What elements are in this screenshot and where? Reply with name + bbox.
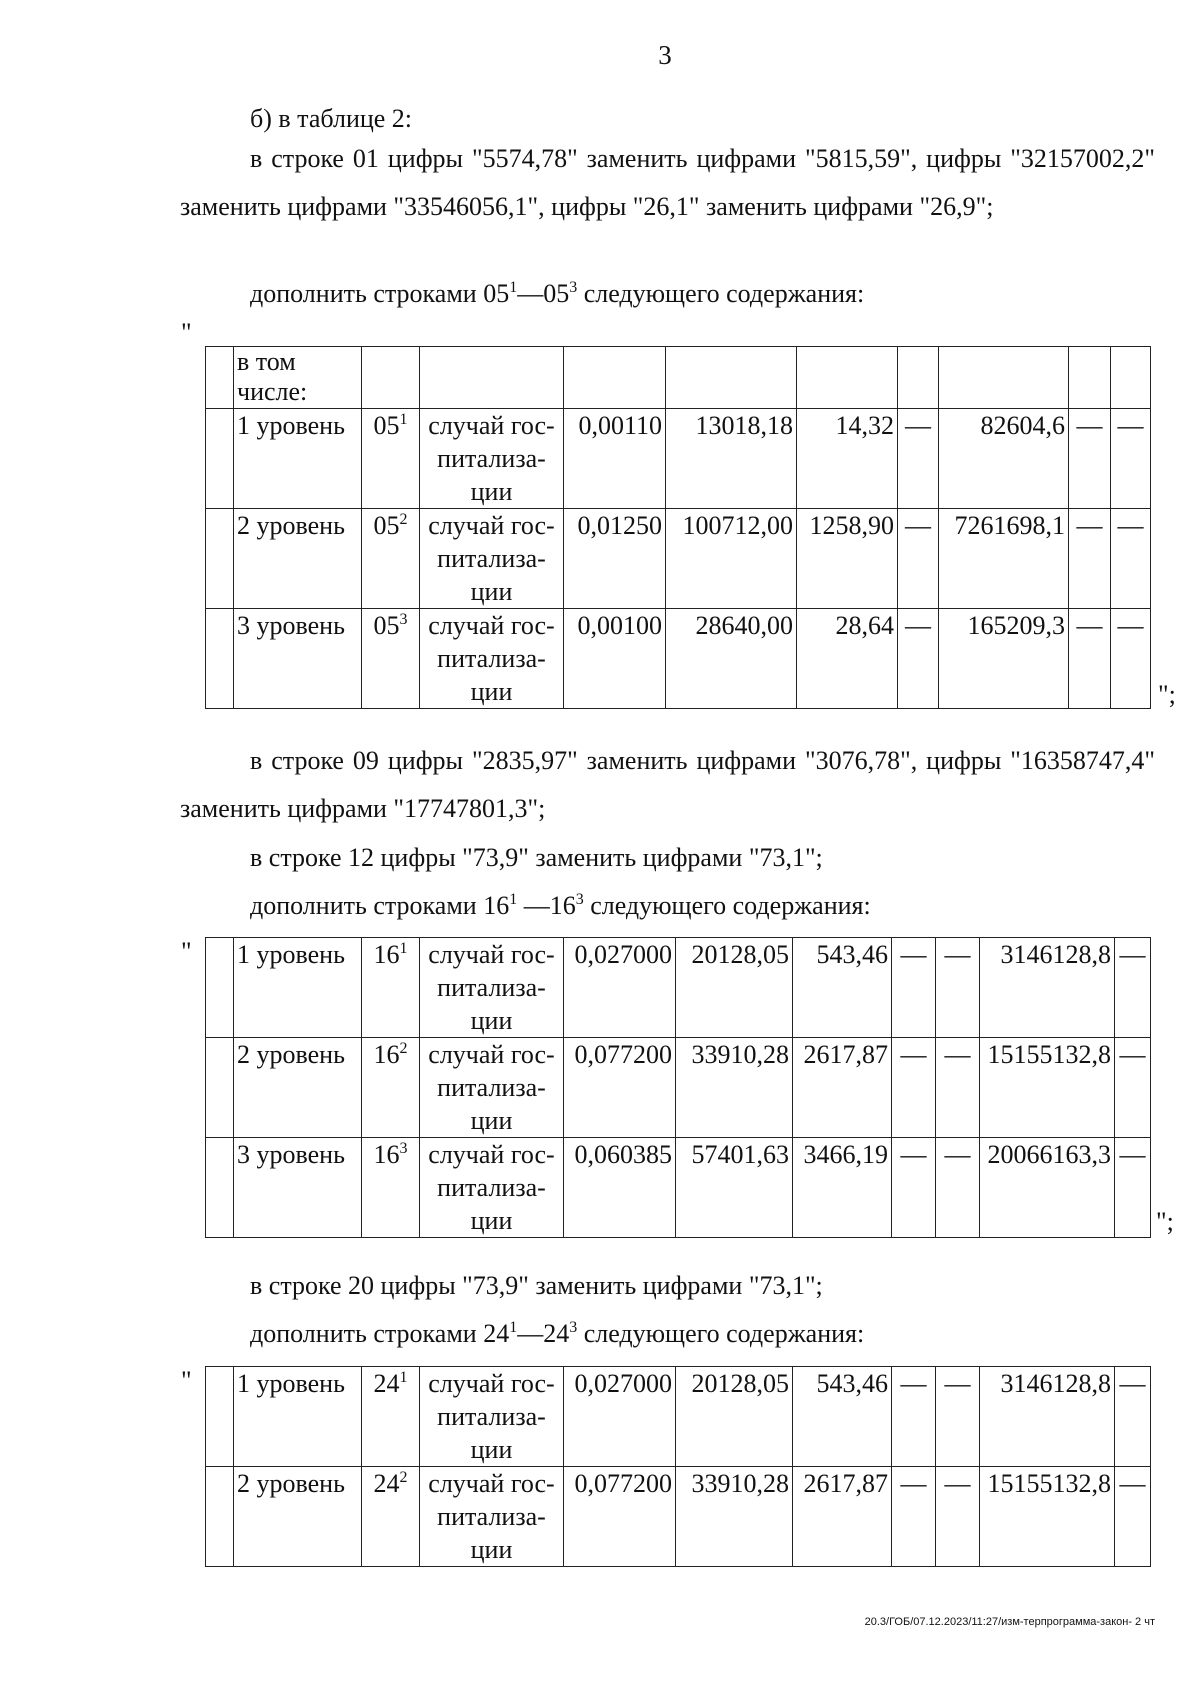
- row-code-index: 2: [399, 511, 408, 528]
- row-code-index: 1: [399, 940, 408, 957]
- value-cell-c9: 3146128,8: [980, 938, 1115, 1038]
- service-unit-line: ции: [470, 1106, 513, 1135]
- value-cell-c8: —: [936, 1367, 980, 1467]
- service-unit-line: питализа-: [437, 973, 546, 1002]
- service-unit-cell: [420, 609, 564, 709]
- row-code-cell: [362, 1467, 420, 1567]
- service-unit-line: ции: [470, 1435, 513, 1464]
- service-unit-line: питализа-: [437, 1173, 546, 1202]
- row-code: 16: [373, 940, 400, 969]
- service-unit-line: ции: [470, 1006, 513, 1035]
- paragraph-add-rows-05: дополнить строками $05^1—05^3$ следующего содержания:: [250, 279, 865, 308]
- value-cell-c4: 0,027000: [564, 938, 676, 1038]
- level-cell: 1 уровень: [234, 1367, 362, 1467]
- row-code: 24: [373, 1469, 400, 1498]
- quote-open-3: ": [181, 1366, 192, 1395]
- blank-cell: [206, 347, 234, 409]
- empty-cell: [797, 347, 898, 409]
- service-unit-cell: [420, 1367, 564, 1467]
- paragraph-add-rows-24: дополнить строками $24^1—24^3$ следующего содержания:: [250, 1319, 865, 1348]
- row-code-index: 1: [399, 411, 408, 428]
- value-cell-c8: —: [936, 1038, 980, 1138]
- table-row: [206, 1467, 1151, 1567]
- row-code: 16: [373, 1040, 400, 1069]
- service-unit-line: ции: [470, 677, 513, 706]
- paragraph-add-rows-16: дополнить строками $16^1$ $—16^3$ следующего содержания:: [250, 891, 871, 920]
- row-code-index: 3: [399, 1140, 408, 1157]
- value-cell-c7: —: [892, 1367, 936, 1467]
- blank-cell: [206, 409, 234, 509]
- table-row: [206, 1138, 1151, 1238]
- level-cell: 2 уровень: [234, 1467, 362, 1567]
- row-code-cell: [362, 1367, 420, 1467]
- level-cell: 2 уровень: [234, 1038, 362, 1138]
- value-cell-c4: 0,00110: [564, 409, 666, 509]
- value-cell-c10: —: [1115, 1467, 1151, 1567]
- level-cell: 1 уровень: [234, 409, 362, 509]
- value-cell-c9: 15155132,8: [980, 1467, 1115, 1567]
- value-cell-c4: 0,077200: [564, 1467, 676, 1567]
- value-cell-c9: 3146128,8: [980, 1367, 1115, 1467]
- value-cell-c9: 20066163,3: [980, 1138, 1115, 1238]
- value-cell-c6: 543,46: [793, 1367, 892, 1467]
- value-cell-c8: —: [936, 1467, 980, 1567]
- quote-close-2: ";: [1156, 1207, 1174, 1236]
- blank-cell: [206, 609, 234, 709]
- value-cell-c10: —: [1115, 1038, 1151, 1138]
- quote-close-1: ";: [1158, 680, 1176, 709]
- paragraph-row-01: в строке 01 цифры "5574,78" заменить цифрами "5815,59", цифры "32157002,2" заменить цифрами "33546056,1", цифры "26,1" заменить цифрами "26,9";: [180, 144, 1155, 221]
- value-cell-c7: —: [892, 1467, 936, 1567]
- service-unit-line: питализа-: [437, 1073, 546, 1102]
- value-cell-c5: 20128,05: [676, 938, 793, 1038]
- value-cell-c6: 14,32: [797, 409, 898, 509]
- row-code-cell: [362, 409, 420, 509]
- empty-cell: [666, 347, 797, 409]
- row-code-cell: [362, 509, 420, 609]
- table-row: [206, 1367, 1151, 1467]
- row-code-cell: [362, 938, 420, 1038]
- value-cell-c9: —: [1069, 609, 1111, 709]
- footer-document-id: 20.3/ГОБ/07.12.2023/11:27/изм-терпрограмма-закон- 2 чт: [864, 1616, 1155, 1628]
- service-unit-cell: [420, 509, 564, 609]
- empty-cell: [1111, 347, 1151, 409]
- empty-cell: [898, 347, 939, 409]
- empty-cell: [1069, 347, 1111, 409]
- row-code: 05: [373, 411, 400, 440]
- value-cell-c6: 1258,90: [797, 509, 898, 609]
- service-unit-line: питализа-: [437, 1402, 546, 1431]
- row-code: 24: [373, 1369, 400, 1398]
- value-cell-c5: 13018,18: [666, 409, 797, 509]
- table-rows-05: [205, 346, 1151, 709]
- value-cell-c4: 0,00100: [564, 609, 666, 709]
- level-cell: 3 уровень: [234, 609, 362, 709]
- row-code-index: 3: [399, 611, 408, 628]
- value-cell-c6: 543,46: [793, 938, 892, 1038]
- value-cell-c5: 33910,28: [676, 1038, 793, 1138]
- row-code-index: 1: [399, 1369, 408, 1386]
- service-unit-line: случай гос-: [428, 511, 555, 540]
- value-cell-c8: 165209,3: [939, 609, 1069, 709]
- empty-cell: [420, 347, 564, 409]
- table-rows-16: [205, 937, 1151, 1238]
- service-unit-line: случай гос-: [428, 611, 555, 640]
- value-cell-c5: 33910,28: [676, 1467, 793, 1567]
- service-unit-cell: [420, 1138, 564, 1238]
- value-cell-c9: 15155132,8: [980, 1038, 1115, 1138]
- service-unit-line: ции: [470, 1535, 513, 1564]
- value-cell-c8: —: [936, 1138, 980, 1238]
- service-unit-line: ции: [470, 1206, 513, 1235]
- row-code-index: 2: [399, 1040, 408, 1057]
- row-code-cell: [362, 1038, 420, 1138]
- table-row: [206, 609, 1151, 709]
- value-cell-c8: 7261698,1: [939, 509, 1069, 609]
- service-unit-cell: [420, 409, 564, 509]
- table-row: [206, 409, 1151, 509]
- value-cell-c8: 82604,6: [939, 409, 1069, 509]
- value-cell-c4: 0,060385: [564, 1138, 676, 1238]
- value-cell-c4: 0,077200: [564, 1038, 676, 1138]
- service-unit-line: случай гос-: [428, 1369, 555, 1398]
- paragraph-row-12: в строке 12 цифры "73,9" заменить цифрами "73,1";: [250, 843, 823, 872]
- table-row: [206, 1038, 1151, 1138]
- table-row: [206, 509, 1151, 609]
- level-cell: 3 уровень: [234, 1138, 362, 1238]
- paragraph-table-2-intro: б) в таблице 2:: [250, 104, 413, 133]
- value-cell-c10: —: [1111, 609, 1151, 709]
- value-cell-c4: 0,027000: [564, 1367, 676, 1467]
- value-cell-c6: 2617,87: [793, 1038, 892, 1138]
- paragraph-row-09: в строке 09 цифры "2835,97" заменить цифрами "3076,78", цифры "16358747,4" заменить цифрами "17747801,3";: [180, 746, 1155, 823]
- row-code-index: 2: [399, 1469, 408, 1486]
- value-cell-c10: —: [1111, 409, 1151, 509]
- row-code: 05: [373, 511, 400, 540]
- value-cell-c8: —: [936, 938, 980, 1038]
- blank-cell: [206, 1138, 234, 1238]
- service-unit-line: случай гос-: [428, 411, 555, 440]
- blank-cell: [206, 1467, 234, 1567]
- service-unit-line: питализа-: [437, 1502, 546, 1531]
- empty-cell: [564, 347, 666, 409]
- value-cell-c7: —: [892, 1038, 936, 1138]
- service-unit-line: питализа-: [437, 544, 546, 573]
- table-header-row: [206, 347, 1151, 409]
- table-rows-24: [205, 1366, 1151, 1567]
- value-cell-c7: —: [898, 509, 939, 609]
- level-cell: 2 уровень: [234, 509, 362, 609]
- value-cell-c7: —: [892, 1138, 936, 1238]
- value-cell-c5: 28640,00: [666, 609, 797, 709]
- value-cell-c6: 28,64: [797, 609, 898, 709]
- value-cell-c6: 2617,87: [793, 1467, 892, 1567]
- value-cell-c9: —: [1069, 409, 1111, 509]
- empty-cell: [362, 347, 420, 409]
- value-cell-c7: —: [892, 938, 936, 1038]
- value-cell-c7: —: [898, 409, 939, 509]
- table-row: [206, 938, 1151, 1038]
- page-number: 3: [658, 40, 672, 70]
- service-unit-line: питализа-: [437, 644, 546, 673]
- value-cell-c6: 3466,19: [793, 1138, 892, 1238]
- service-unit-line: случай гос-: [428, 940, 555, 969]
- value-cell-c7: —: [898, 609, 939, 709]
- quote-open-2: ": [181, 937, 192, 966]
- service-unit-line: питализа-: [437, 444, 546, 473]
- value-cell-c10: —: [1115, 1367, 1151, 1467]
- row-code-cell: [362, 609, 420, 709]
- paragraph-row-20: в строке 20 цифры "73,9" заменить цифрами "73,1";: [250, 1271, 823, 1300]
- service-unit-line: случай гос-: [428, 1140, 555, 1169]
- blank-cell: [206, 938, 234, 1038]
- level-cell: 1 уровень: [234, 938, 362, 1038]
- in-that-number-label: в том числе:: [234, 347, 362, 409]
- value-cell-c5: 57401,63: [676, 1138, 793, 1238]
- value-cell-c10: —: [1111, 509, 1151, 609]
- service-unit-line: ции: [470, 477, 513, 506]
- service-unit-cell: [420, 938, 564, 1038]
- blank-cell: [206, 509, 234, 609]
- service-unit-cell: [420, 1467, 564, 1567]
- service-unit-line: случай гос-: [428, 1040, 555, 1069]
- value-cell-c9: —: [1069, 509, 1111, 609]
- row-code: 16: [373, 1140, 400, 1169]
- blank-cell: [206, 1367, 234, 1467]
- value-cell-c4: 0,01250: [564, 509, 666, 609]
- service-unit-line: случай гос-: [428, 1469, 555, 1498]
- value-cell-c10: —: [1115, 1138, 1151, 1238]
- row-code: 05: [373, 611, 400, 640]
- quote-open-1: ": [181, 318, 192, 347]
- value-cell-c10: —: [1115, 938, 1151, 1038]
- service-unit-cell: [420, 1038, 564, 1138]
- blank-cell: [206, 1038, 234, 1138]
- value-cell-c5: 20128,05: [676, 1367, 793, 1467]
- service-unit-line: ции: [470, 577, 513, 606]
- value-cell-c5: 100712,00: [666, 509, 797, 609]
- empty-cell: [939, 347, 1069, 409]
- row-code-cell: [362, 1138, 420, 1238]
